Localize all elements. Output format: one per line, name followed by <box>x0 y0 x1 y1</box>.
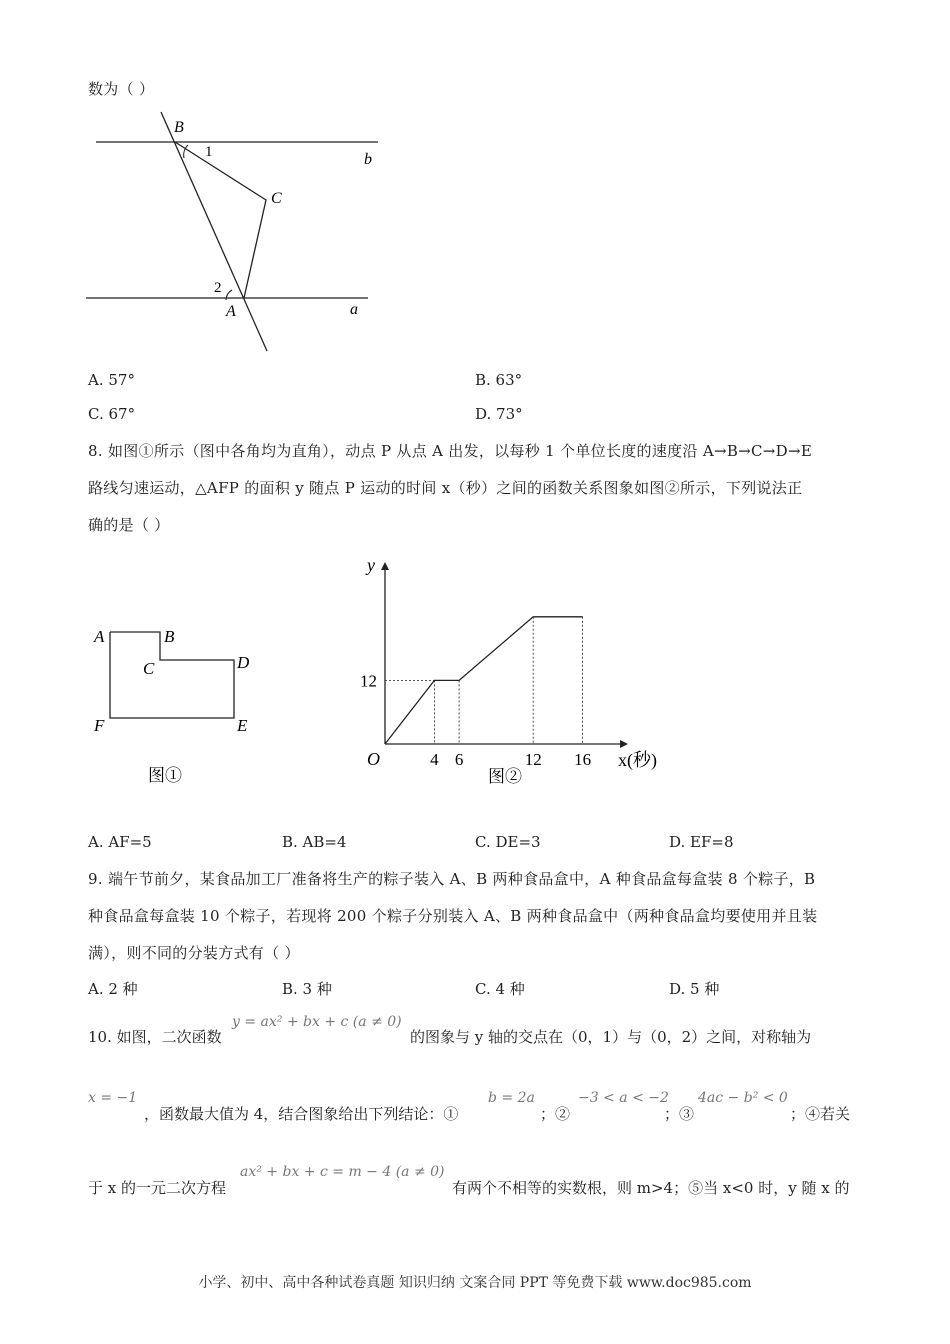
q7-option-b[interactable]: B. 63° <box>475 371 523 389</box>
q8-option-b[interactable]: B. AB=4 <box>282 833 347 851</box>
fig1-label-d: D <box>237 653 250 672</box>
q7-label-b-point: B <box>174 119 184 136</box>
fig1-label-f: F <box>94 716 105 735</box>
q9-stem-line-3: 满），则不同的分装方式有（ ） <box>88 944 300 962</box>
q10-stem-part-2b: ；② <box>540 1105 571 1123</box>
x-tick-label: 16 <box>574 750 592 769</box>
q9-stem-line-2: 种食品盒每盒装 10 个粽子，若现将 200 个粽子分别装入 A、B 两种食品盒中（两种食品盒均要使用并且装 <box>88 907 818 925</box>
q7-option-c[interactable]: C. 67° <box>88 405 136 423</box>
q8-option-c[interactable]: C. DE=3 <box>475 833 541 851</box>
x-axis-label: x(秒) <box>618 750 657 770</box>
q7-label-angle-1: 1 <box>205 144 213 160</box>
q10-stem-part-2a: ，函数最大值为 4，结合图象给出下列结论：① <box>144 1105 459 1123</box>
x-axis-arrow <box>620 740 628 748</box>
q8-option-d[interactable]: D. EF=8 <box>669 833 734 851</box>
q7-stem-tail: 数为（ ） <box>88 80 155 98</box>
q9-option-c[interactable]: C. 4 种 <box>475 980 525 998</box>
q8-option-a[interactable]: A. AF=5 <box>88 833 152 851</box>
fig1-label-b: B <box>164 627 175 646</box>
x-tick-label: 12 <box>524 750 542 769</box>
q7-parallel-lines-figure <box>80 108 390 358</box>
fig1-label-c: C <box>143 659 155 678</box>
fig2-caption: 图② <box>488 767 522 786</box>
q8-figure-1 <box>86 618 266 793</box>
q8-figure-2-graph <box>350 550 670 790</box>
fig1-caption: 图① <box>148 766 182 785</box>
q7-label-c: C <box>271 190 282 207</box>
q7-label-a-point: A <box>226 303 236 320</box>
x-tick-label: 6 <box>454 750 464 769</box>
page-footer: 小学、初中、高中各种试卷真题 知识归纳 文案合同 PPT 等免费下载 www.doc985.com <box>198 1275 752 1291</box>
x-tick-label: 4 <box>430 750 439 769</box>
q7-option-a[interactable]: A. 57° <box>88 371 135 389</box>
q10-equation-formula: ax² + bx + c = m − 4 (a ≠ 0) <box>240 1164 445 1180</box>
q8-stem-line-1: 8. 如图①所示（图中各角均为直角），动点 P 从点 A 出发，以每秒 1 个单位长度的速度沿 A→B→C→D→E <box>88 442 813 460</box>
q10-conclusion-2-formula: −3 < a < −2 <box>578 1090 669 1106</box>
q7-label-line-b: b <box>364 151 372 168</box>
q10-function-formula: y = ax² + bx + c (a ≠ 0) <box>232 1014 402 1030</box>
y-axis-label: y <box>367 555 375 575</box>
y-axis-arrow <box>381 562 389 570</box>
fig1-label-e: E <box>237 716 248 735</box>
origin-label: O <box>367 749 380 769</box>
q7-label-angle-2: 2 <box>214 280 222 296</box>
q9-stem-line-1: 9. 端午节前夕，某食品加工厂准备将生产的粽子装入 A、B 两种食品盒中，A 种食品盒每盒装 8 个粽子，B <box>88 870 816 888</box>
q10-stem-part-1b: 的图象与 y 轴的交点在（0，1）与（0，2）之间，对称轴为 <box>410 1028 812 1046</box>
q10-stem-part-1a: 10. 如图，二次函数 <box>88 1028 222 1046</box>
q10-conclusion-1-formula: b = 2a <box>488 1090 535 1106</box>
q9-option-a[interactable]: A. 2 种 <box>88 980 138 998</box>
q9-option-b[interactable]: B. 3 种 <box>282 980 332 998</box>
fig1-label-a: A <box>94 627 105 646</box>
q10-stem-part-3b: 有两个不相等的实数根，则 m>4；⑤当 x<0 时，y 随 x 的 <box>452 1179 850 1197</box>
q8-stem-line-2: 路线匀速运动，△AFP 的面积 y 随点 P 运动的时间 x（秒）之间的函数关系图象如图②所示，下列说法正 <box>88 479 803 497</box>
q10-conclusion-3-formula: 4ac − b² < 0 <box>698 1090 788 1106</box>
q10-stem-part-3a: 于 x 的一元二次方程 <box>88 1179 226 1197</box>
q10-stem-part-2d: ；④若关 <box>790 1105 851 1123</box>
q9-option-d[interactable]: D. 5 种 <box>669 980 720 998</box>
q7-option-d[interactable]: D. 73° <box>475 405 523 423</box>
q10-axis-formula: x = −1 <box>88 1090 138 1106</box>
q10-stem-part-2c: ；③ <box>664 1105 695 1123</box>
q8-stem-line-3: 确的是（ ） <box>88 516 170 534</box>
y-tick-label: 12 <box>360 671 377 691</box>
q7-label-line-a: a <box>350 301 358 318</box>
